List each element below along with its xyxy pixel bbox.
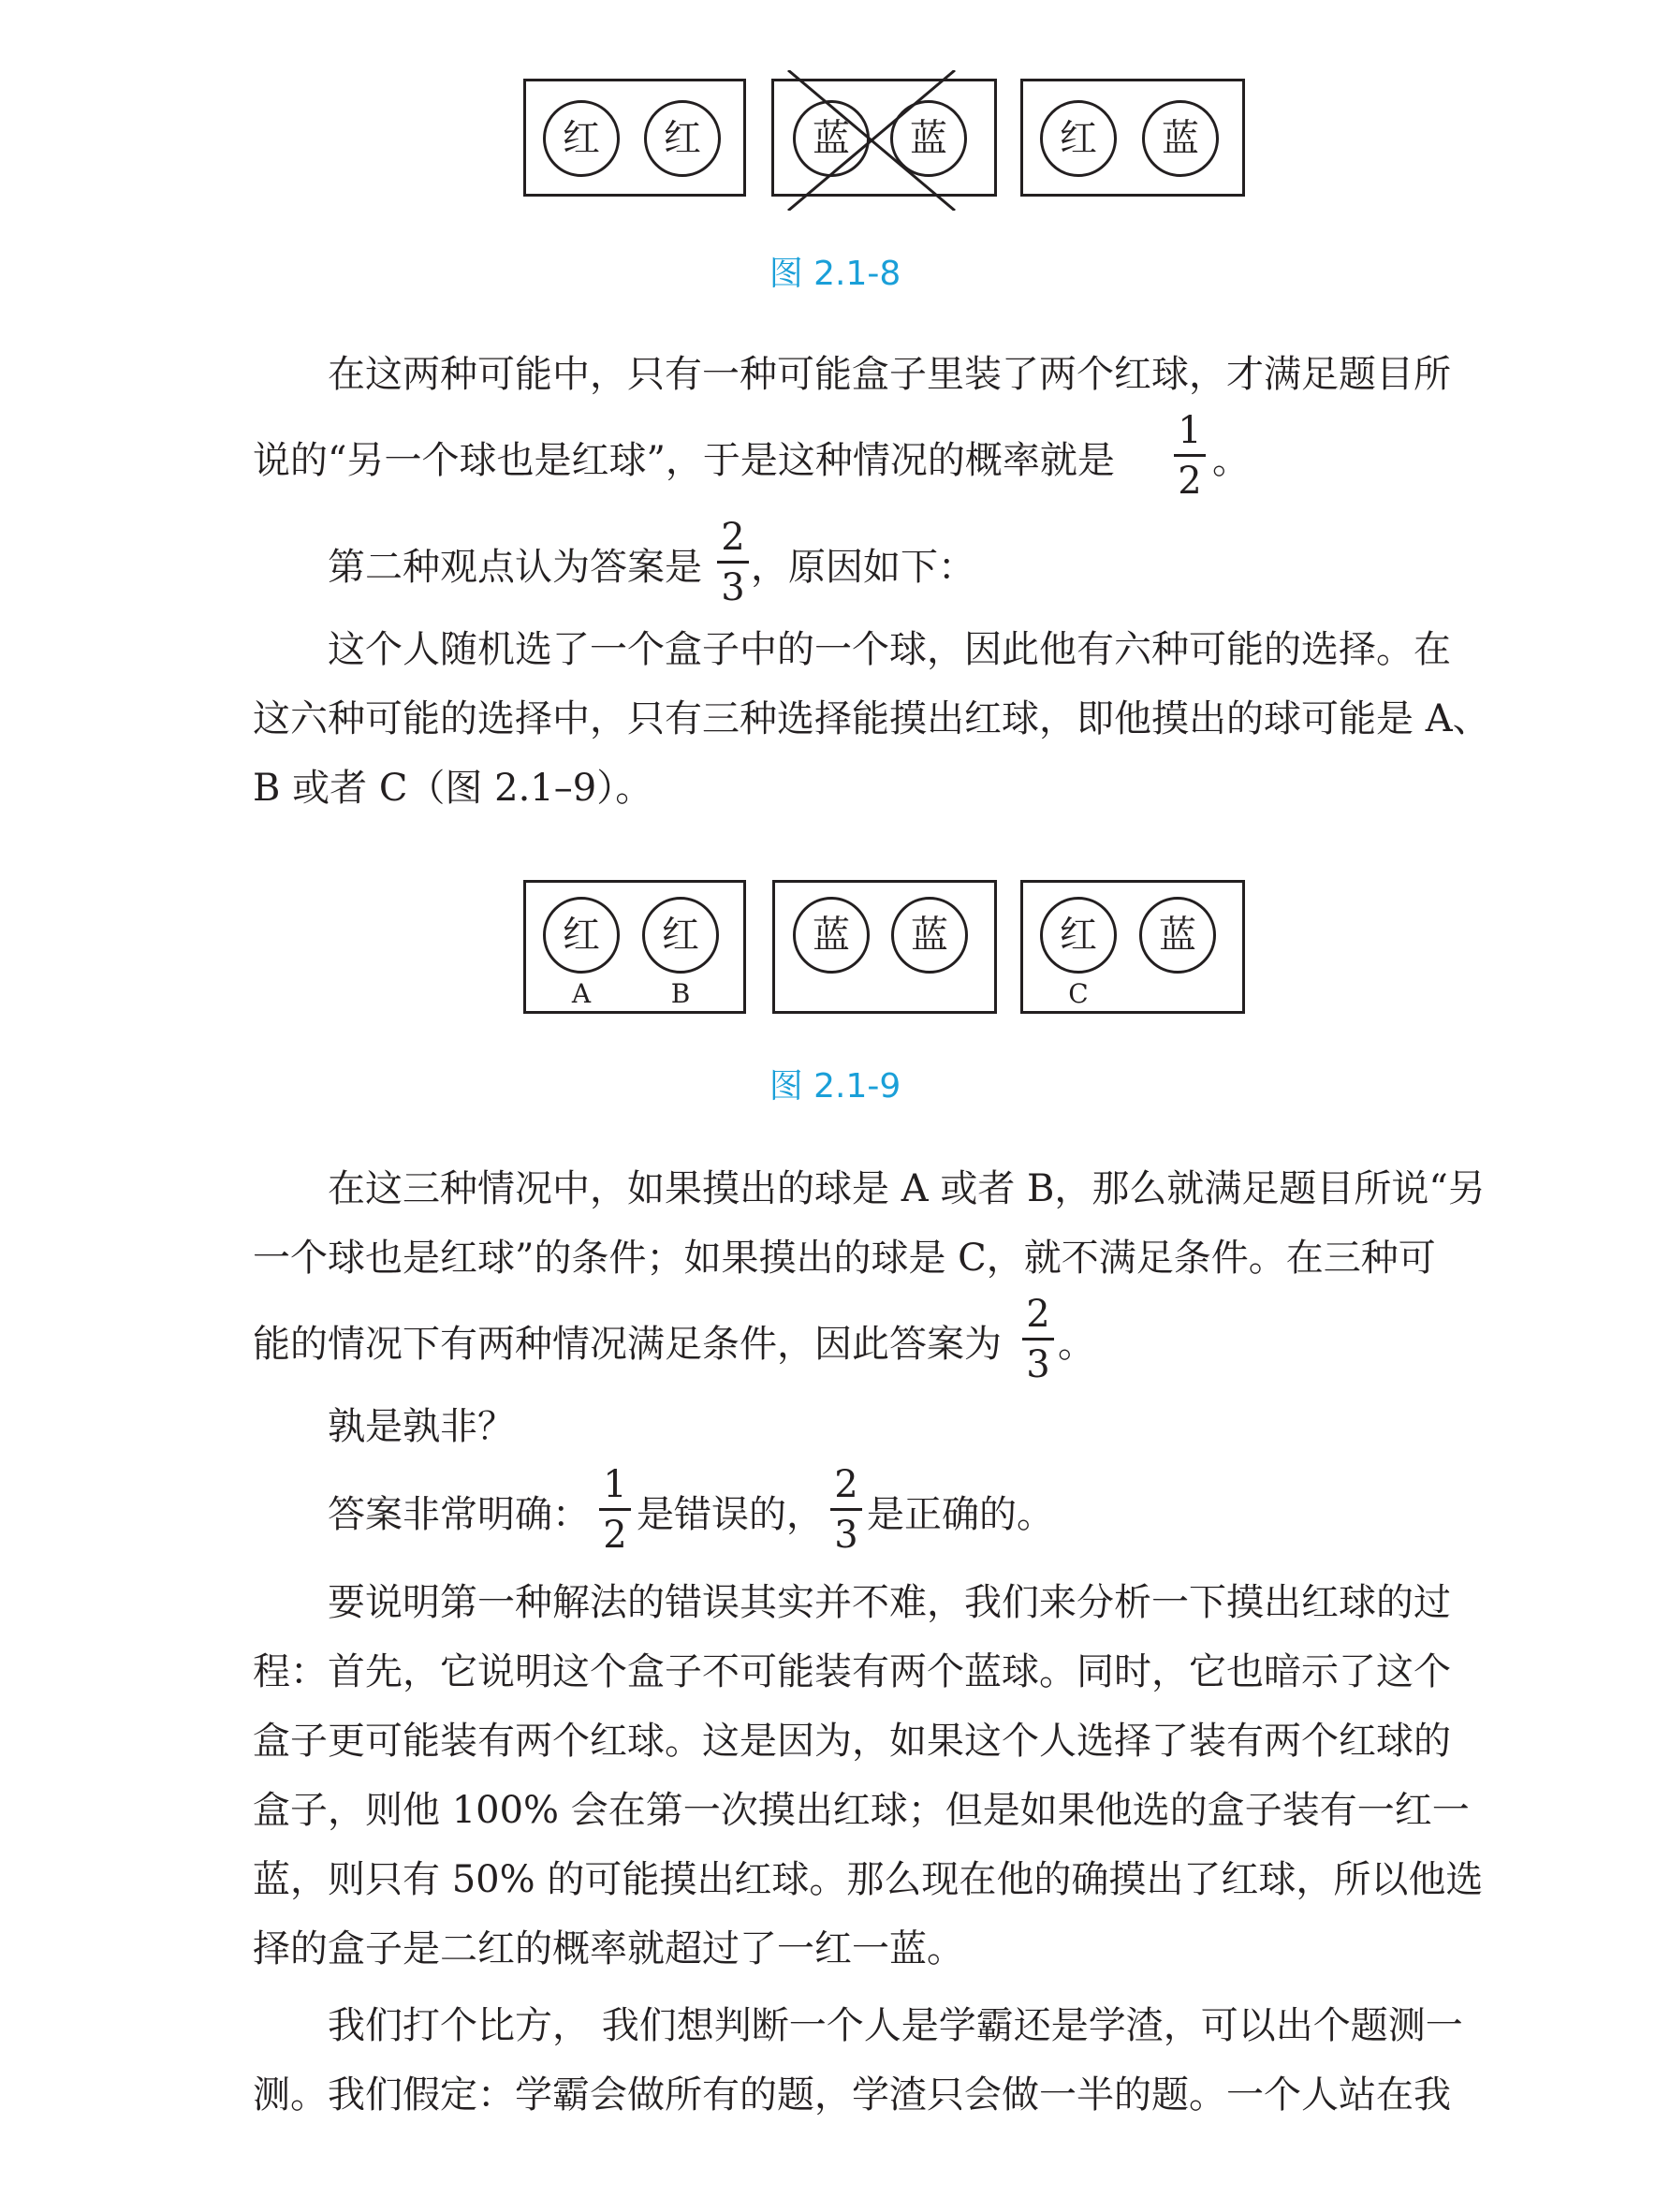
ball-red: 红 [1040, 897, 1117, 974]
ball-blue: 蓝 [1139, 897, 1216, 974]
figure-2-1-8 [0, 70, 1670, 211]
fraction-numerator: 1 [603, 1463, 627, 1506]
fraction-one-half [1174, 409, 1206, 503]
fraction-bar [599, 1508, 631, 1511]
paragraph-1-end: 。 [1212, 439, 1250, 482]
paragraph-1-line-1: 在这两种可能中，只有一种可能盒子里装了两个红球，才满足题目所 [328, 353, 1451, 396]
fraction-denominator: 3 [834, 1514, 858, 1557]
box-blue-blue [772, 880, 997, 1014]
ball-blue: 蓝 [1142, 100, 1219, 177]
paragraph-3-line-3: B 或者 C（图 2.1–9）。 [253, 767, 653, 810]
paragraph-8-line-1: 我们打个比方， 我们想判断一个人是学霸还是学渣，可以出个题测一 [328, 2004, 1463, 2047]
ball-label-b: B [670, 978, 691, 1009]
ball-red: 红 [642, 897, 719, 974]
fraction-denominator: 2 [603, 1514, 627, 1557]
ball-blue: 蓝 [890, 100, 967, 177]
ball-label-c: C [1068, 978, 1089, 1009]
ball-blue: 蓝 [793, 100, 870, 177]
fraction-numerator: 1 [1178, 409, 1202, 452]
ball-red: 红 [543, 100, 620, 177]
ball-blue: 蓝 [793, 897, 870, 974]
paragraph-1-text: 说的“另一个球也是红球”，于是这种情况的概率就是 [253, 439, 1115, 482]
box-red-red [523, 880, 746, 1014]
paragraph-6-end: 是正确的。 [867, 1493, 1054, 1536]
paragraph-4-line-3: 能的情况下有两种情况满足条件，因此答案为 [253, 1323, 1002, 1366]
paragraph-6-start: 答案非常明确： [328, 1493, 590, 1536]
paragraph-6-mid: 是错误的， [637, 1493, 824, 1536]
ball-red: 红 [644, 100, 721, 177]
figure-caption-2-1-8: 图 2.1-8 [769, 255, 901, 293]
fraction-denominator: 3 [721, 566, 745, 609]
fraction-one-half [599, 1463, 631, 1557]
figure-caption-2-1-9: 图 2.1-9 [769, 1067, 901, 1106]
fraction-bar [1174, 454, 1206, 457]
figure-2-1-9 [0, 880, 1670, 1016]
paragraph-7-line-5: 蓝，则只有 50% 的可能摸出红球。那么现在他的确摸出了红球，所以他选 [253, 1858, 1484, 1901]
fraction-numerator: 2 [834, 1463, 858, 1506]
fraction-numerator: 2 [721, 516, 745, 559]
box-red-blue [1020, 880, 1245, 1014]
fraction-bar [830, 1508, 862, 1511]
paragraph-8-line-2: 测。我们假定：学霸会做所有的题，学渣只会做一半的题。一个人站在我 [253, 2073, 1451, 2117]
paragraph-1-line-2 [253, 431, 1115, 484]
paragraph-7-line-2: 程：首先，它说明这个盒子不可能装有两个蓝球。同时，它也暗示了这个 [253, 1650, 1451, 1693]
paragraph-7-line-4: 盒子，则他 100% 会在第一次摸出红球；但是如果他选的盒子装有一红一 [253, 1789, 1470, 1832]
fraction-denominator: 3 [1026, 1343, 1050, 1386]
fraction-numerator: 2 [1026, 1293, 1050, 1336]
paragraph-4-line-2: 一个球也是红球”的条件；如果摸出的球是 C，就不满足条件。在三种可 [253, 1237, 1436, 1280]
ball-blue: 蓝 [891, 897, 968, 974]
paragraph-3-line-2: 这六种可能的选择中，只有三种选择能摸出红球，即他摸出的球可能是 A、 [253, 697, 1490, 740]
paragraph-7-line-6: 择的盒子是二红的概率就超过了一红一蓝。 [253, 1927, 964, 1970]
fraction-two-thirds [717, 516, 749, 609]
fraction-bar [717, 561, 749, 564]
paragraph-2-end: ，原因如下： [751, 546, 975, 589]
paragraph-7-line-1: 要说明第一种解法的错误其实并不难，我们来分析一下摸出红球的过 [328, 1581, 1451, 1624]
paragraph-2: 第二种观点认为答案是 [328, 546, 702, 589]
ball-red: 红 [1040, 100, 1117, 177]
ball-label-a: A [571, 978, 592, 1009]
fraction-bar [1022, 1338, 1054, 1340]
paragraph-5: 孰是孰非？ [328, 1405, 515, 1448]
fraction-denominator: 2 [1178, 460, 1202, 503]
fraction-two-thirds [830, 1463, 862, 1557]
ball-red: 红 [543, 897, 620, 974]
cross-out-mark [0, 70, 1670, 211]
paragraph-4-end: 。 [1058, 1323, 1095, 1366]
paragraph-7-line-3: 盒子更可能装有两个红球。这是因为，如果这个人选择了装有两个红球的 [253, 1720, 1451, 1763]
fraction-two-thirds [1022, 1293, 1054, 1386]
paragraph-3-line-1: 这个人随机选了一个盒子中的一个球，因此他有六种可能的选择。在 [328, 628, 1451, 671]
paragraph-4-line-1: 在这三种情况中，如果摸出的球是 A 或者 B，那么就满足题目所说“另 [328, 1167, 1486, 1210]
